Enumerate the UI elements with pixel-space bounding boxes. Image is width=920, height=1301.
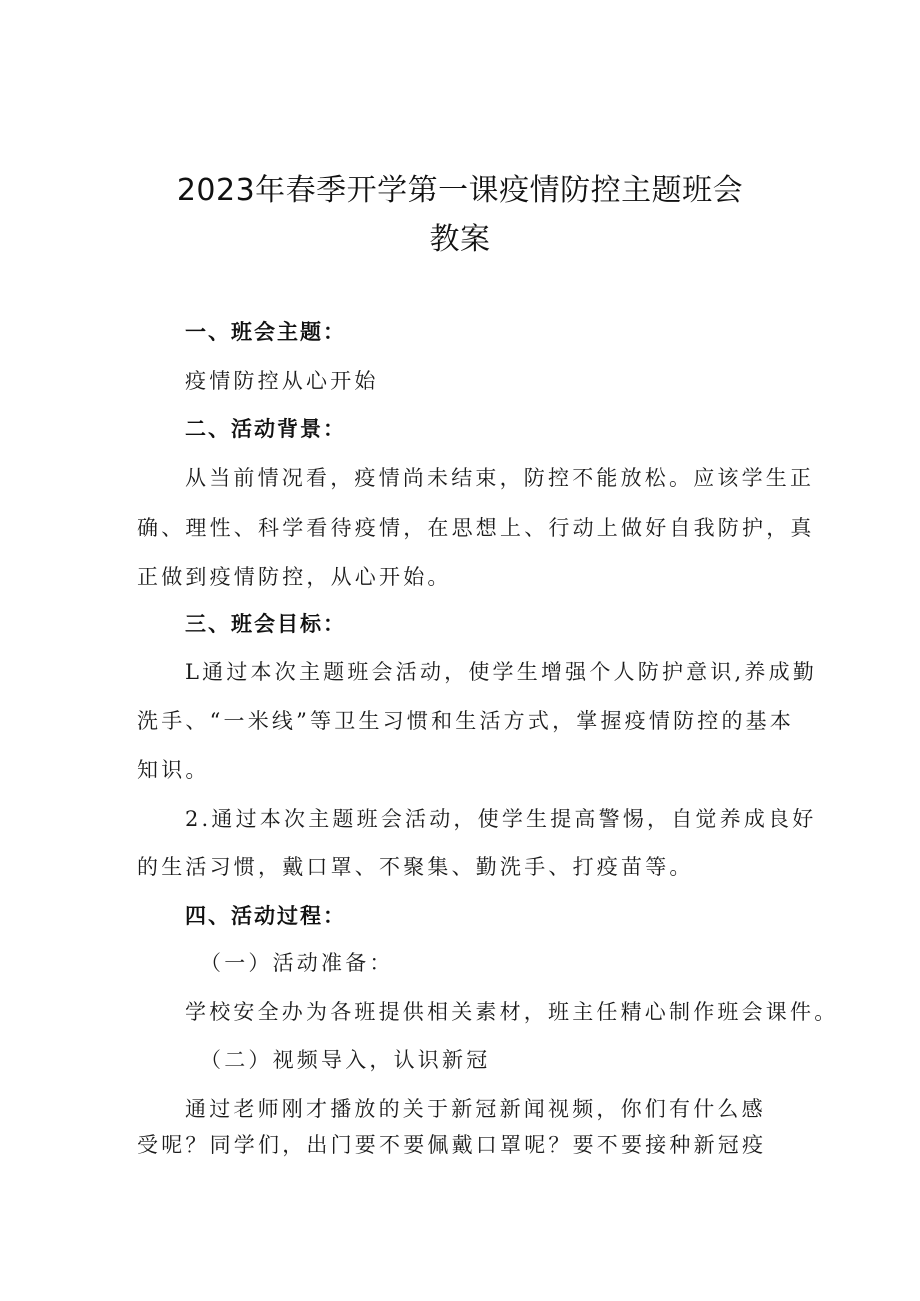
goal-2-line-1: 2.通过本次主题班会活动，使学生提高警惕，自觉养成良好	[185, 807, 817, 831]
subsection-2-line-2: 受呢？同学们，出门要不要佩戴口罩呢？要不要接种新冠疫	[137, 1133, 767, 1157]
section-2-line-3: 正做到疫情防控，从心开始。	[137, 565, 452, 589]
section-4-heading: 四、活动过程：	[185, 904, 346, 928]
section-1-text: 疫情防控从心开始	[185, 369, 379, 393]
goal-2-line-2: 的生活习惯，戴口罩、不聚集、勤洗手、打疫苗等。	[137, 855, 694, 879]
section-1-heading: 一、班会主题：	[185, 320, 346, 344]
section-3-heading: 三、班会目标：	[185, 612, 346, 636]
subsection-1-heading: （一）活动准备：	[200, 951, 394, 975]
goal-1-line-2: 洗手、“一米线”等卫生习惯和生活方式，掌握疫情防控的基本	[137, 709, 795, 733]
subsection-2-line-1: 通过老师刚才播放的关于新冠新闻视频，你们有什么感	[185, 1097, 766, 1121]
section-2-heading: 二、活动背景：	[185, 417, 346, 441]
section-2-line-2: 确、理性、科学看待疫情，在思想上、行动上做好自我防护，真	[137, 516, 815, 540]
subsection-1-text: 学校安全办为各班提供相关素材，班主任精心制作班会课件。	[185, 1000, 839, 1024]
subsection-2-heading: （二）视频导入，认识新冠	[200, 1048, 491, 1072]
goal-1-line-3: 知识。	[137, 758, 210, 782]
goal-1-line-1: L通过本次主题班会活动，使学生增强个人防护意识,养成勤	[185, 660, 818, 684]
document-title-line-1: 2023年春季开学第一课疫情防控主题班会	[176, 173, 744, 208]
section-2-line-1: 从当前情况看，疫情尚未结束，防控不能放松。应该学生正	[185, 466, 815, 490]
document-title-line-2: 教案	[429, 222, 491, 257]
